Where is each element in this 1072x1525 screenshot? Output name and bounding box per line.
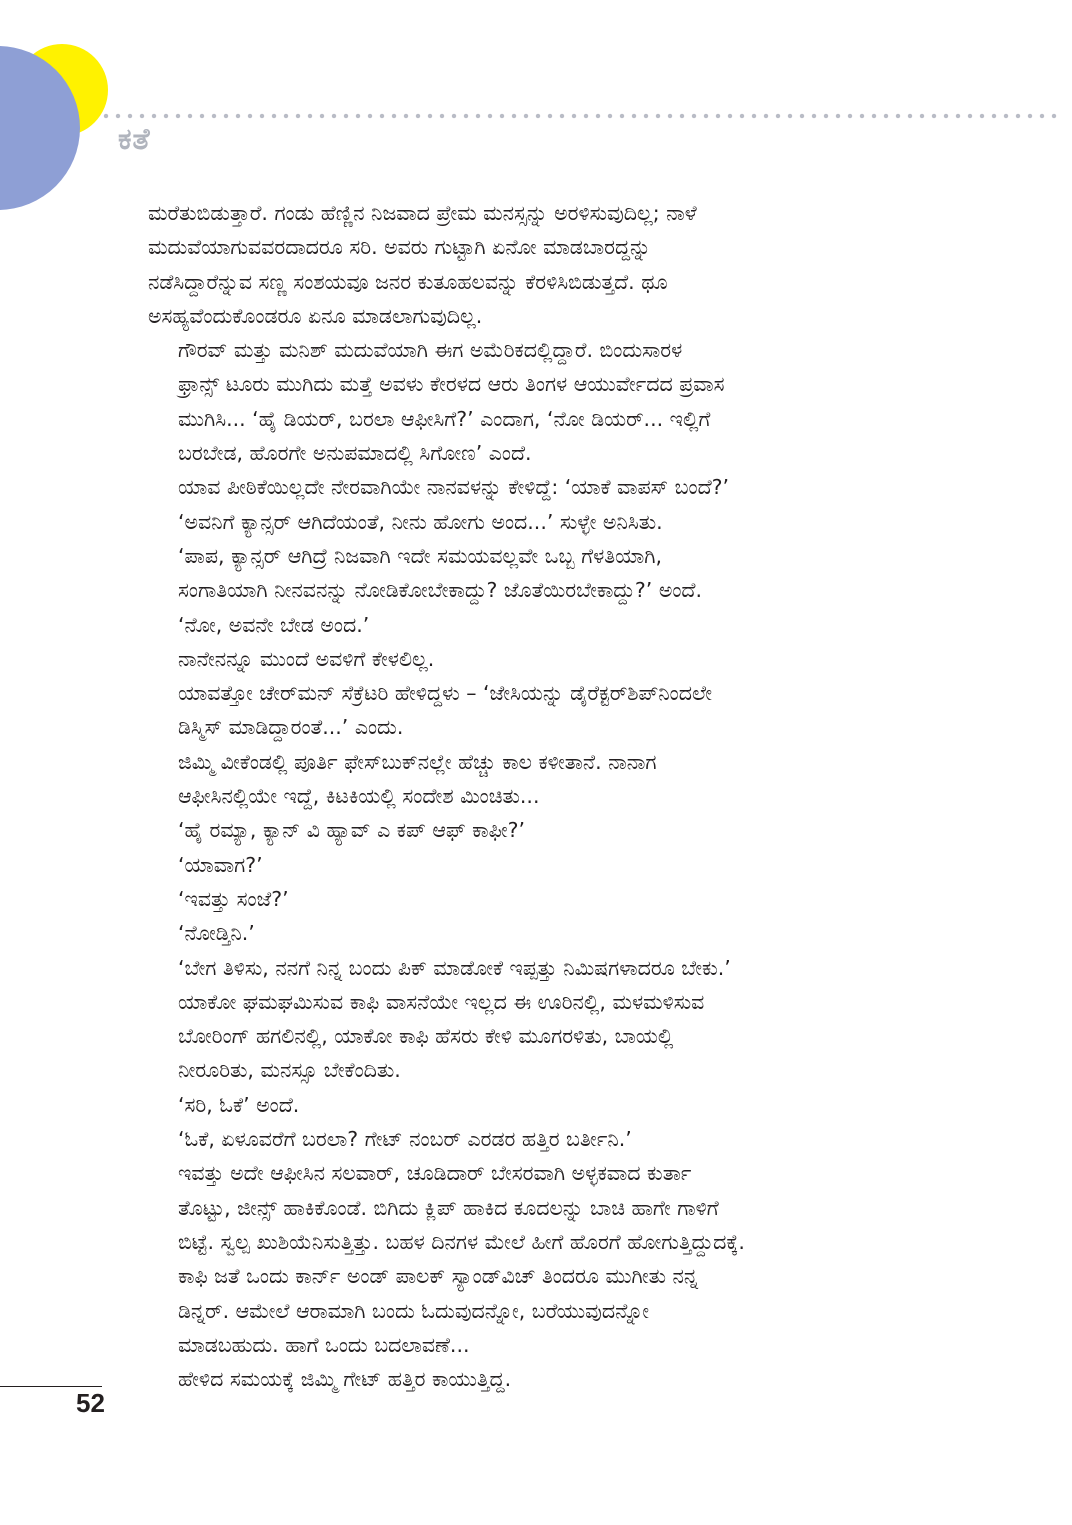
text-line: ಮಾಡಬಹುದು. ಹಾಗೆ ಒಂದು ಬದಲಾವಣೆ...	[178, 1332, 470, 1357]
paragraph	[148, 1259, 908, 1362]
footer-rule	[0, 1386, 102, 1387]
paragraph	[148, 539, 908, 608]
story-text	[148, 196, 908, 1396]
decorative-circles	[0, 0, 200, 220]
text-line: ‘ಅವನಿಗೆ ಕ್ಯಾನ್ಸರ್ ಆಗಿದೆಯಂತೆ, ನೀನು ಹೋಗು ಅಂದ...’ ಸುಳ್ಳೇ ಅನಿಸಿತು.	[178, 509, 663, 534]
paragraph	[148, 333, 908, 470]
text-line: ಮರೆತುಬಿಡುತ್ತಾರೆ. ಗಂಡು ಹೆಣ್ಣಿನ ನಿಜವಾದ ಪ್ರೇಮ ಮನಸ್ಸನ್ನು ಅರಳಿಸುವುದಿಲ್ಲ; ನಾಳೆ	[148, 201, 697, 225]
paragraph	[148, 1156, 908, 1259]
paragraph	[148, 1362, 908, 1396]
text-line: ಬೋರಿಂಗ್ ಹಗಲಿನಲ್ಲಿ, ಯಾಕೋ ಕಾಫಿ ಹೆಸರು ಕೇಳಿ ಮೂಗರಳಿತು, ಬಾಯಲ್ಲಿ	[178, 1024, 674, 1049]
text-line: ಸಂಗಾತಿಯಾಗಿ ನೀನವನನ್ನು ನೋಡಿಕೋಬೇಕಾದ್ದು? ಜೊತೆಯಿರಬೇಕಾದ್ದು?’ ಅಂದೆ.	[178, 578, 703, 603]
text-line: ಇವತ್ತು ಅದೇ ಆಫೀಸಿನ ಸಲವಾರ್, ಚೂಡಿದಾರ್ ಬೇಸರವಾಗಿ ಅಳ್ಳಕವಾದ ಕುರ್ತಾ	[178, 1161, 692, 1186]
text-line: ಮದುವೆಯಾಗುವವರದಾದರೂ ಸರಿ. ಅವರು ಗುಟ್ಟಾಗಿ ಏನೋ ಮಾಡಬಾರದ್ದನ್ನು	[148, 235, 651, 260]
text-line: ಅಸಹ್ಯವೆಂದುಕೊಂಡರೂ ಏನೂ ಮಾಡಲಾಗುವುದಿಲ್ಲ.	[148, 303, 483, 328]
paragraph	[148, 1088, 908, 1122]
paragraph	[148, 882, 908, 916]
paragraph	[148, 608, 908, 642]
text-line: ‘ಓಕೆ, ಏಳೂವರೆಗೆ ಬರಲಾ? ಗೇಟ್ ನಂಬರ್ ಎರಡರ ಹತ್ತಿರ ಬರ್ತೀನಿ.’	[178, 1127, 632, 1152]
text-line: ‘ಹೈ ರಮ್ಯಾ, ಕ್ಯಾನ್ ವಿ ಹ್ಯಾವ್ ಎ ಕಪ್ ಆಫ್ ಕಾಫೀ?’	[178, 818, 526, 843]
paragraph	[148, 1122, 908, 1156]
text-line: ಆಫೀಸಿನಲ್ಲಿಯೇ ಇದ್ದೆ, ಕಿಟಕಿಯಲ್ಲಿ ಸಂದೇಶ ಮಿಂಚಿತು...	[178, 784, 540, 809]
paragraph	[148, 676, 908, 745]
page-number: 52	[76, 1388, 105, 1418]
text-line: ‘ಬೇಗ ತಿಳಿಸು, ನನಗೆ ನಿನ್ನ ಬಂದು ಪಿಕ್ ಮಾಡೋಕೆ ಇಪ್ಪತ್ತು ನಿಮಿಷಗಳಾದರೂ ಬೇಕು.’	[178, 955, 731, 980]
text-line: ಜಿಮ್ಮಿ ವೀಕೆಂಡಲ್ಲಿ ಪೂರ್ತಿ ಫೇಸ್‌ಬುಕ್‌ನಲ್ಲೇ ಹೆಚ್ಚು ಕಾಲ ಕಳೀತಾನೆ. ನಾನಾಗ	[178, 749, 657, 774]
text-line: ಕಾಫಿ ಜತೆ ಒಂದು ಕಾರ್ನ್ ಅಂಡ್ ಪಾಲಕ್ ಸ್ಯಾಂಡ್‌ವಿಚ್ ತಿಂದರೂ ಮುಗೀತು ನನ್ನ	[178, 1264, 699, 1289]
dotted-rule	[100, 112, 1060, 120]
text-line: ‘ಪಾಪ, ಕ್ಯಾನ್ಸರ್ ಆಗಿದ್ರೆ ನಿಜವಾಗಿ ಇದೇ ಸಮಯವಲ್ಲವೇ ಒಬ್ಬ ಗೆಳತಿಯಾಗಿ,	[178, 543, 663, 568]
paragraph	[148, 916, 908, 950]
paragraph	[148, 505, 908, 539]
text-line: ‘ನೋ, ಅವನೇ ಬೇಡ ಅಂದ.’	[178, 612, 370, 637]
text-line: ಯಾಕೋ ಘಮಘಮಿಸುವ ಕಾಫಿ ವಾಸನೆಯೇ ಇಲ್ಲದ ಈ ಊರಿನಲ್ಲಿ, ಮಳಮಳಿಸುವ	[178, 989, 705, 1014]
text-line: ಡಿನ್ನರ್. ಆಮೇಲೆ ಆರಾಮಾಗಿ ಬಂದು ಓದುವುದನ್ನೋ, ಬರೆಯುವುದನ್ನೋ	[178, 1298, 650, 1323]
paragraph	[148, 642, 908, 676]
text-line: ನಾನೇನನ್ನೂ ಮುಂದೆ ಅವಳಿಗೆ ಕೇಳಲಿಲ್ಲ.	[178, 646, 435, 671]
paragraph	[148, 196, 908, 333]
paragraph	[148, 745, 908, 814]
section-title: ಕತೆ	[118, 122, 151, 157]
text-line: ಯಾವತ್ತೋ ಚೇರ್‌ಮನ್ ಸೆಕ್ರೆಟರಿ ಹೇಳಿದ್ದಳು – ‘ಜೇಸಿಯನ್ನು ಡೈರೆಕ್ಟರ್‌ಶಿಪ್‌ನಿಂದಲೇ	[178, 681, 713, 706]
text-line: ಬಿಟ್ಟೆ. ಸ್ವಲ್ಪ ಖುಶಿಯೆನಿಸುತ್ತಿತ್ತು. ಬಹಳ ದಿನಗಳ ಮೇಲೆ ಹೀಗೆ ಹೊರಗೆ ಹೋಗುತ್ತಿದ್ದುದಕ್ಕೆ.	[178, 1229, 745, 1254]
text-line: ಡಿಸ್ಮಿಸ್ ಮಾಡಿದ್ದಾರಂತೆ...’ ಎಂದು.	[178, 715, 404, 740]
text-line: ಫ್ರಾನ್ಸ್ ಟೂರು ಮುಗಿದು ಮತ್ತೆ ಅವಳು ಕೇರಳದ ಆರು ತಿಂಗಳ ಆಯುರ್ವೇದದ ಪ್ರವಾಸ	[178, 372, 725, 397]
paragraph	[148, 848, 908, 882]
paragraph	[148, 470, 908, 504]
text-line: ನೀರೂರಿತು, ಮನಸ್ಸೂ ಬೇಕೆಂದಿತು.	[178, 1058, 401, 1083]
text-line: ‘ಇವತ್ತು ಸಂಜೆ?’	[178, 886, 289, 911]
paragraph	[148, 813, 908, 847]
text-line: ‘ಯಾವಾಗ?’	[178, 852, 263, 877]
paragraph	[148, 951, 908, 985]
text-line: ನಡೆಸಿದ್ದಾರೆನ್ನುವ ಸಣ್ಣ ಸಂಶಯವೂ ಜನರ ಕುತೂಹಲವನ್ನು ಕೆರಳಿಸಿಬಿಡುತ್ತದೆ. ಥೂ	[148, 269, 668, 294]
text-line: ಮುಗಿಸಿ... ‘ಹೈ ಡಿಯರ್, ಬರಲಾ ಆಫೀಸಿಗೆ?’ ಎಂದಾಗ, ‘ನೋ ಡಿಯರ್... ಇಲ್ಲಿಗೆ	[178, 406, 711, 431]
text-line: ಹೇಳಿದ ಸಮಯಕ್ಕೆ ಜಿಮ್ಮಿ ಗೇಟ್ ಹತ್ತಿರ ಕಾಯುತ್ತಿದ್ದ.	[178, 1367, 512, 1392]
text-line: ‘ಸರಿ, ಓಕೆ’ ಅಂದೆ.	[178, 1092, 300, 1117]
text-line: ಯಾವ ಪೀಠಿಕೆಯಿಲ್ಲದೇ ನೇರವಾಗಿಯೇ ನಾನವಳನ್ನು ಕೇಳಿದ್ದೆ: ‘ಯಾಕೆ ವಾಪಸ್ ಬಂದೆ?’	[178, 475, 730, 500]
text-line: ಬರಬೇಡ, ಹೊರಗೇ ಅನುಪಮಾದಲ್ಲಿ ಸಿಗೋಣ’ ಎಂದೆ.	[178, 441, 532, 466]
text-line: ತೊಟ್ಟು, ಜೀನ್ಸ್ ಹಾಕಿಕೊಂಡೆ. ಬಿಗಿದು ಕ್ಲಿಪ್ ಹಾಕಿದ ಕೂದಲನ್ನು ಬಾಚಿ ಹಾಗೇ ಗಾಳಿಗೆ	[178, 1195, 719, 1220]
text-line: ಗೌರವ್ ಮತ್ತು ಮನಿಶ್ ಮದುವೆಯಾಗಿ ಈಗ ಅಮೆರಿಕದಲ್ಲಿದ್ದಾರೆ. ಬಿಂದುಸಾರಳ	[178, 338, 683, 363]
paragraph	[148, 985, 908, 1088]
text-line: ‘ನೋಡ್ತಿನಿ.’	[178, 921, 255, 946]
